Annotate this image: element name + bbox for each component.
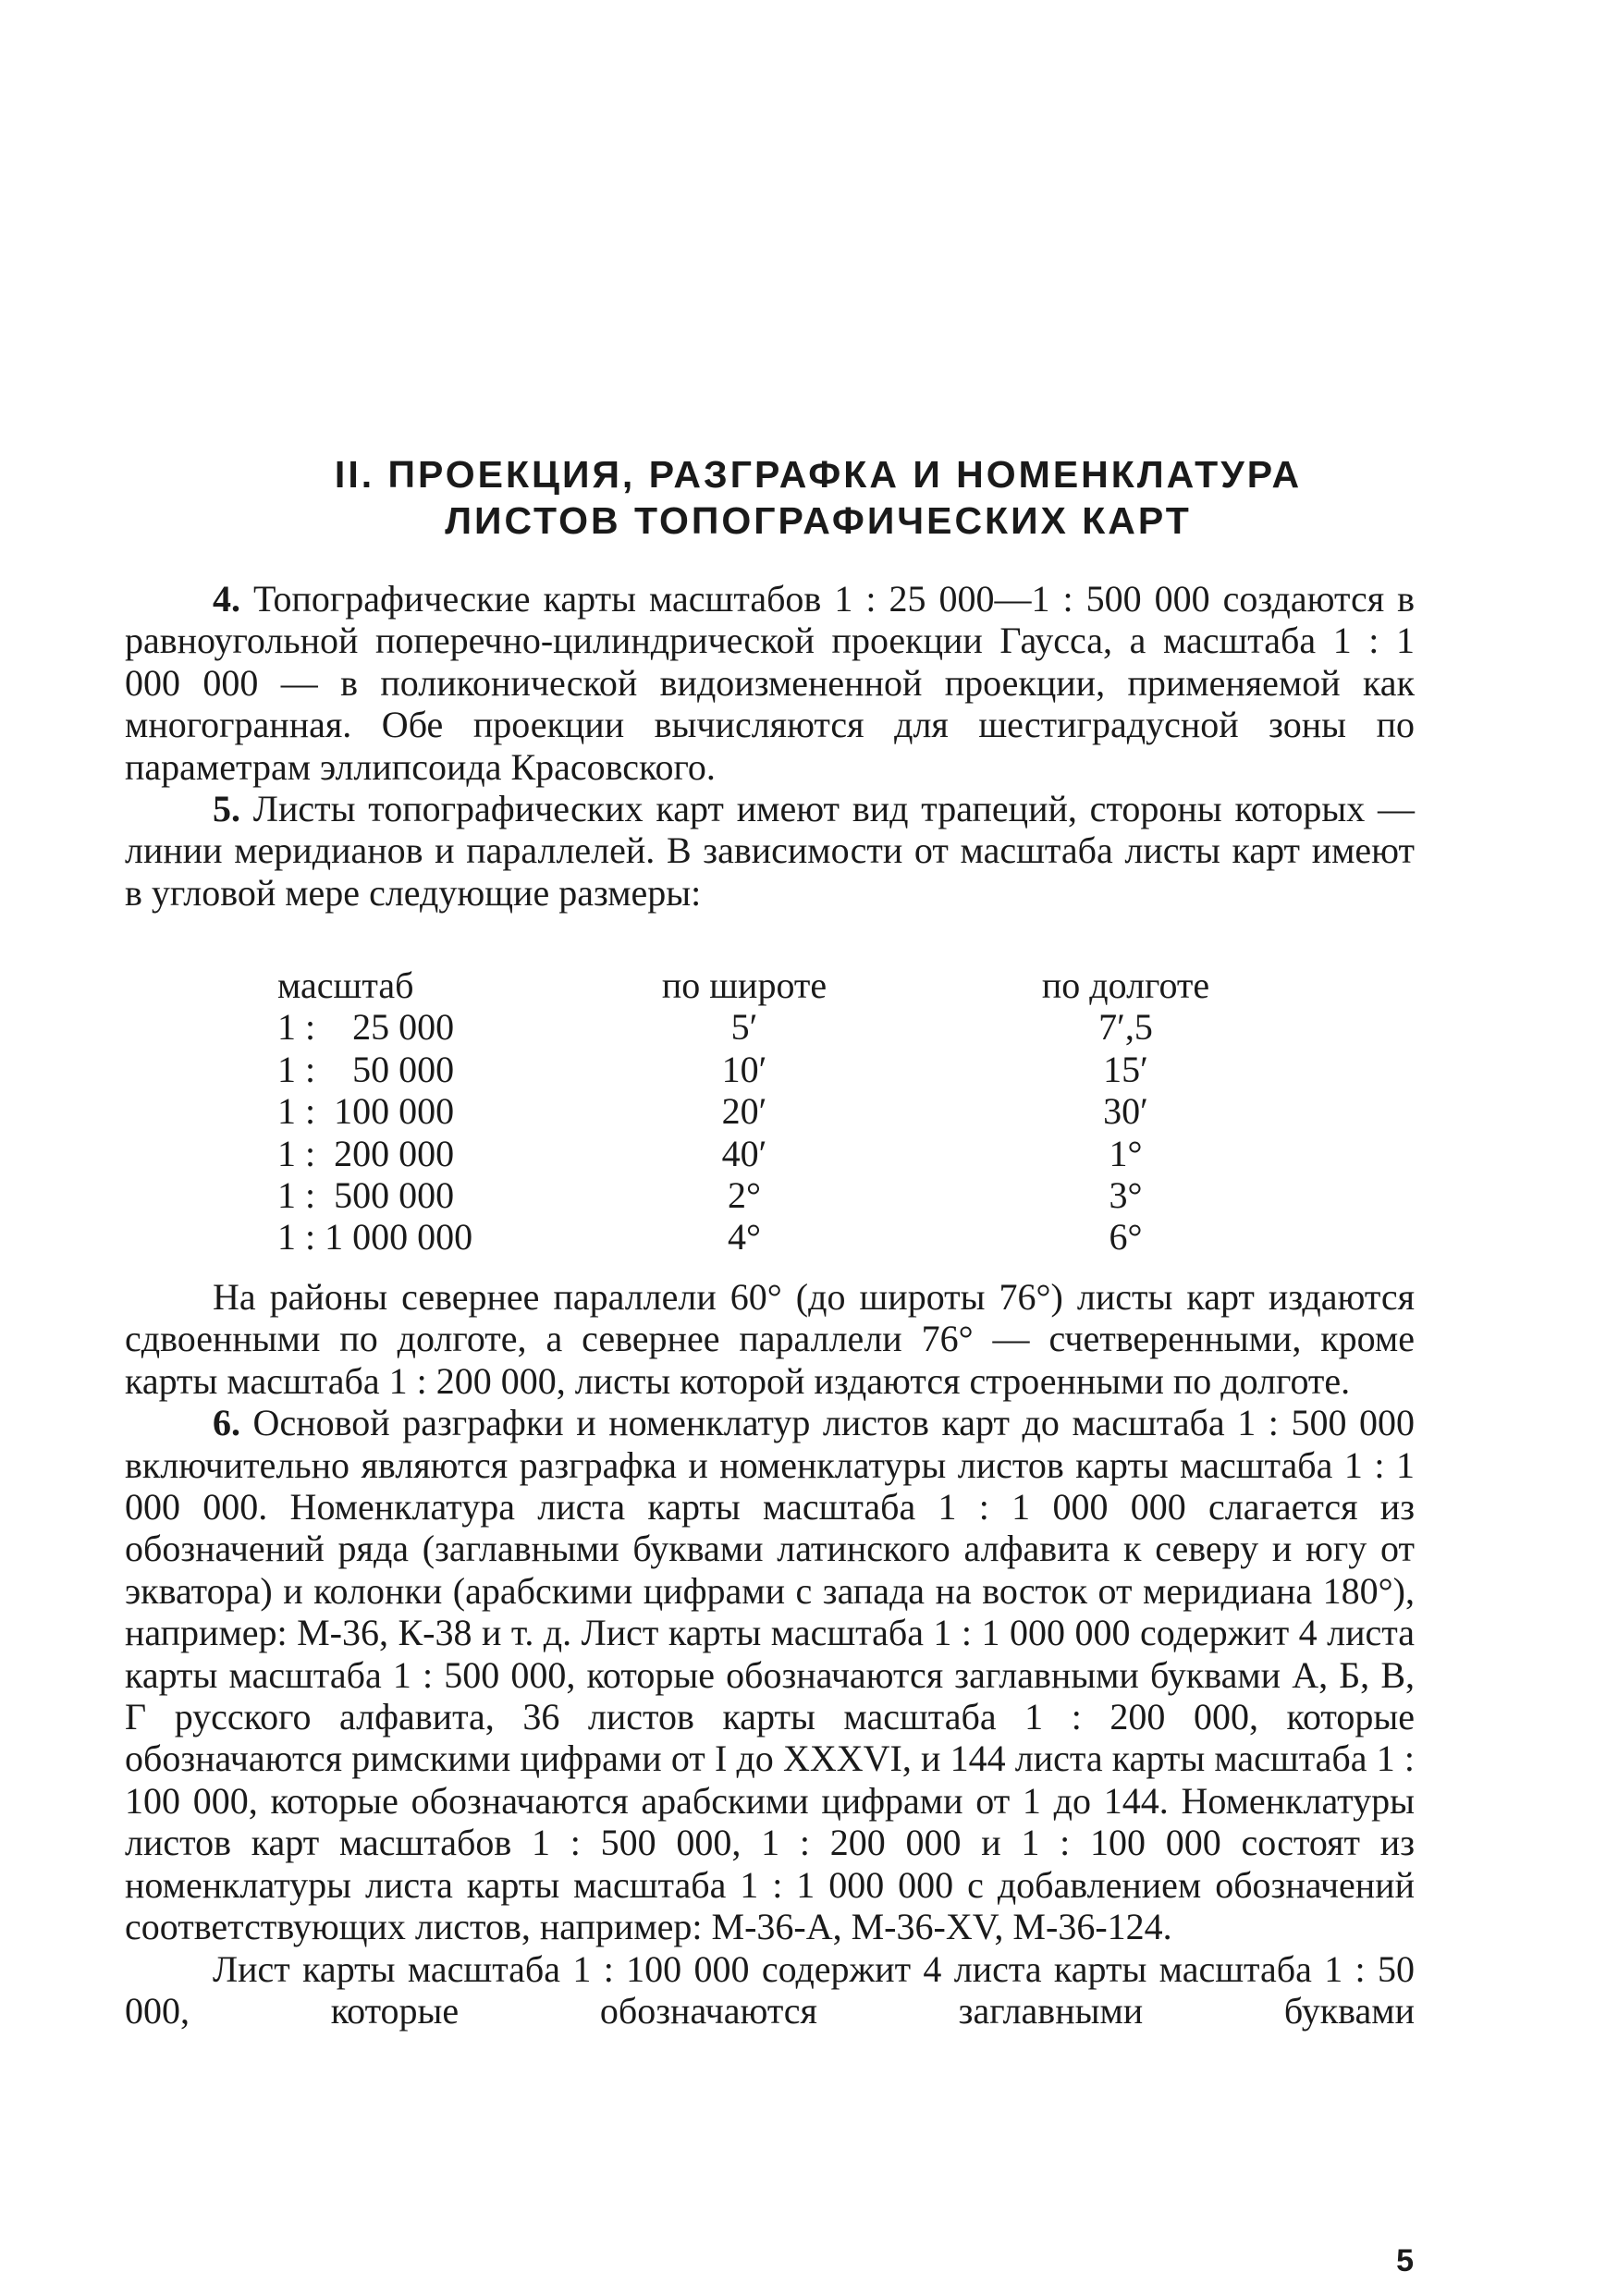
- cell-latitude: 2°: [728, 1174, 761, 1217]
- paragraph-text: Топографические карты масштабов 1 : 25 000—1 : 500 000 создаются в равноугольной поперечно-цилиндрической проекции Гаусса, а масштаба 1 : 1 000 000 — в поликонической видоизмененной проекции, применяемой как многогранная. Обе проекции вычисляются для шестиградусной зоны по параметрам эллипсоида Красовского.: [125, 578, 1415, 788]
- table-header-row: [277, 964, 1290, 1006]
- header-longitude: по долготе: [1041, 964, 1210, 1006]
- cell-longitude: 1°: [1109, 1132, 1143, 1174]
- body-text-top: [125, 578, 1415, 914]
- cell-longitude: 3°: [1109, 1174, 1143, 1217]
- paragraph-4: [125, 578, 1415, 788]
- header-scale: масштаб: [277, 964, 414, 1006]
- heading-line-1: II. ПРОЕКЦИЯ, РАЗГРАФКА И НОМЕНКЛАТУРА: [334, 453, 1303, 496]
- cell-latitude: 20′: [721, 1090, 767, 1133]
- cell-scale: 1 : 1 000 000: [277, 1216, 473, 1259]
- page-number: 5: [1396, 2243, 1414, 2278]
- paragraph-continued: [125, 1948, 1415, 2032]
- table-row: [277, 1006, 1290, 1048]
- cell-longitude: 30′: [1103, 1090, 1148, 1133]
- table-row: [277, 1133, 1290, 1174]
- paragraph-6: [125, 1402, 1415, 1947]
- paragraph-number: 6.: [213, 1402, 240, 1444]
- cell-scale: 1 : 200 000: [277, 1132, 455, 1174]
- cell-longitude: 15′: [1103, 1048, 1148, 1090]
- paragraph-text: Основой разграфки и номенклатур листов карт до масштаба 1 : 500 000 включительно являются разграфка и номенклатуры листов карты масштаба 1 : 1 000 000. Номенклатура листа карты масштаба 1 : 1 000 000 слагается из обозначений ряда (заглавными буквами латинского алфавита к северу и югу от экватора) и колонки (арабскими цифрами с запада на восток от меридиана 180°), например: М-36, К-38 и т. д. Лист карты масштаба 1 : 1 000 000 содержит 4 листа карты масштаба 1 : 500 000, которые обозначаются заглавными буквами А, Б, В, Г русского алфавита, 36 листов карты масштаба 1 : 200 000, которые обозначаются римскими цифрами от I до XXXVI, и 144 листа карты масштаба 1 : 100 000, которые обозначаются арабскими цифрами от 1 до 144. Номенклатуры листов карт масштабов 1 : 500 000, 1 : 200 000 и 1 : 100 000 состоят из номенклатуры листа карты масштаба 1 : 1 000 000 с добавлением обозначений соответствующих листов, например: М-36-А, М-36-XV, М-36-124.: [125, 1402, 1415, 1948]
- scale-size-table: [277, 964, 1290, 1259]
- paragraph-5: [125, 788, 1415, 914]
- cell-latitude: 4°: [728, 1216, 761, 1259]
- cell-latitude: 5′: [730, 1006, 758, 1049]
- paragraph-text: На районы севернее параллели 60° (до широты 76°) листы карт издаются сдвоенными по долготе, а севернее параллели 76° — счетверенными, кроме карты масштаба 1 : 200 000, листы которой издаются строенными по долготе.: [125, 1276, 1415, 1402]
- cell-longitude: 7′,5: [1098, 1006, 1153, 1049]
- table-row: [277, 1049, 1290, 1090]
- table-row: [277, 1216, 1290, 1258]
- cell-latitude: 40′: [721, 1132, 767, 1174]
- cell-scale: 1 : 500 000: [277, 1174, 455, 1217]
- cell-longitude: 6°: [1109, 1216, 1143, 1259]
- table-row: [277, 1090, 1290, 1132]
- paragraph-text: Листы топографических карт имеют вид трапеций, стороны которых — линии меридианов и параллелей. В зависимости от масштаба листы карт имеют в угловой мере следующие размеры:: [125, 788, 1415, 914]
- paragraph-north-regions: [125, 1276, 1415, 1402]
- heading-line-2: ЛИСТОВ ТОПОГРАФИЧЕСКИХ КАРТ: [445, 499, 1192, 542]
- body-text-bottom: [125, 1276, 1415, 2032]
- table-row: [277, 1174, 1290, 1216]
- cell-latitude: 10′: [721, 1048, 767, 1090]
- section-heading: [125, 451, 1512, 544]
- cell-scale: 1 : 25 000: [277, 1006, 455, 1049]
- paragraph-number: 5.: [213, 788, 240, 830]
- header-latitude: по широте: [661, 964, 828, 1006]
- cell-scale: 1 : 50 000: [277, 1048, 455, 1090]
- paragraph-number: 4.: [213, 578, 240, 620]
- cell-scale: 1 : 100 000: [277, 1090, 455, 1133]
- paragraph-text: Лист карты масштаба 1 : 100 000 содержит 4 листа карты масштаба 1 : 50 000, которые обозначаются заглавными буквами: [125, 1947, 1415, 2032]
